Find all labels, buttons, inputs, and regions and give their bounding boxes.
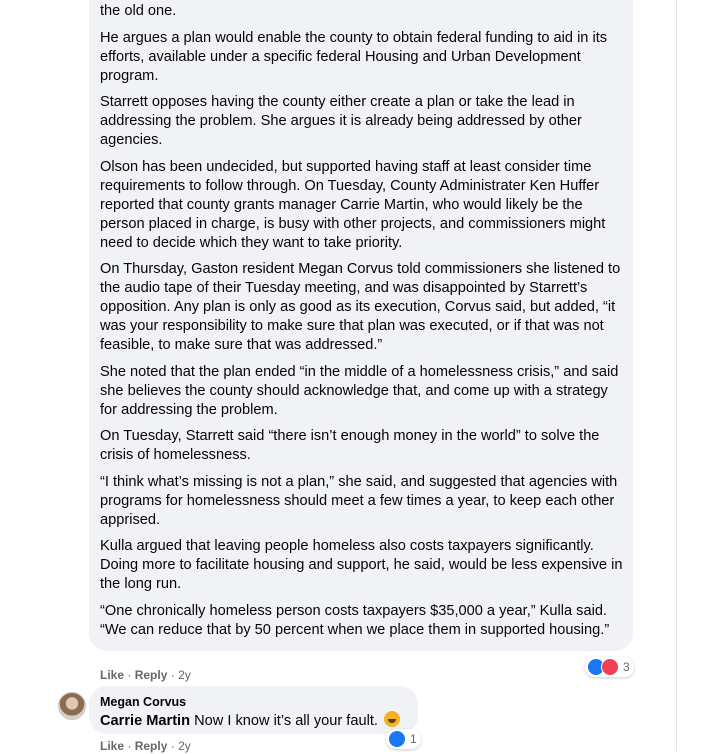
comment-paragraph: Starrett opposes having the county either create a plan or take the lead in addressing the problem. She argues it is already being addressed by other agencies. — [100, 94, 582, 148]
reply-author[interactable]: Megan Corvus — [100, 695, 187, 709]
reply-body — [100, 711, 400, 731]
mention-link[interactable]: Carrie Martin — [100, 713, 191, 729]
comment-paragraph: “One chronically homeless person costs taxpayers $35,000 a year,” Kulla said. “We can reduce that by 50 percent when we place them in supported housing.” — [100, 602, 610, 638]
reply-reactions[interactable] — [386, 729, 421, 749]
avatar[interactable] — [58, 692, 86, 720]
comment-actions — [100, 667, 191, 683]
timestamp[interactable]: 2y — [178, 668, 191, 682]
reaction-count: 3 — [623, 660, 630, 674]
comment-paragraph: Olson has been undecided, but supported having staff at least consider time requirements to follow through. On Tuesday, County Administrater Ken Huffer reported that county grants manager Carrie Martin, who would likely be the person placed in charge, is busy with other projects, and commissioners might need to decide which they want to take priority. — [100, 158, 606, 251]
comment-body — [100, 2, 625, 647]
reply-text: Now I know it’s all your fault. — [190, 713, 378, 729]
like-button[interactable]: Like — [100, 668, 125, 682]
laughing-emoji-icon — [384, 711, 400, 727]
comment-reactions[interactable] — [585, 657, 634, 677]
comment-paragraph: the old one. — [100, 3, 177, 19]
reply-actions — [100, 738, 191, 754]
separator: · — [127, 739, 132, 753]
comment-paragraph: On Thursday, Gaston resident Megan Corvus told commissioners she listened to the audio tape of their Tuesday meeting, and was disappointed by Starrett’s opposition. Any plan is only as good as its execution, Corvus said, but added, “it was your responsibility to make sure that plan was executed, or if that was not feasible, to make sure that was addressed.” — [100, 261, 621, 353]
love-icon — [601, 658, 619, 676]
reply-button[interactable]: Reply — [134, 668, 168, 682]
separator: · — [127, 668, 132, 682]
comment-paragraph: He argues a plan would enable the county to obtain federal funding to aid in its efforts, available under a specific federal Housing and Urban Development program. — [100, 29, 608, 84]
separator: · — [170, 739, 175, 753]
reply-button[interactable]: Reply — [134, 739, 168, 753]
comment-paragraph: She noted that the plan ended “in the middle of a homelessness crisis,” and said she believes the county should acknowledge that, and come up with a strategy for addressing the problem. — [100, 363, 619, 418]
timestamp[interactable]: 2y — [178, 739, 191, 753]
separator: · — [170, 668, 175, 682]
comment-paragraph: “I think what’s missing is not a plan,” she said, and suggested that agencies with programs for homelessness should meet a few times a year, to keep each other apprised. — [100, 473, 618, 528]
comment-paragraph: Kulla argued that leaving people homeless also costs taxpayers significantly. Doing more to facilitate housing and support, he said, would be less expensive in the long run. — [100, 538, 623, 592]
right-sidebar — [676, 0, 703, 751]
reaction-count: 1 — [410, 732, 417, 746]
like-button[interactable]: Like — [100, 739, 125, 753]
like-icon — [388, 730, 406, 748]
comment-paragraph: On Tuesday, Starrett said “there isn’t enough money in the world” to solve the crisis of homelessness. — [100, 428, 600, 463]
